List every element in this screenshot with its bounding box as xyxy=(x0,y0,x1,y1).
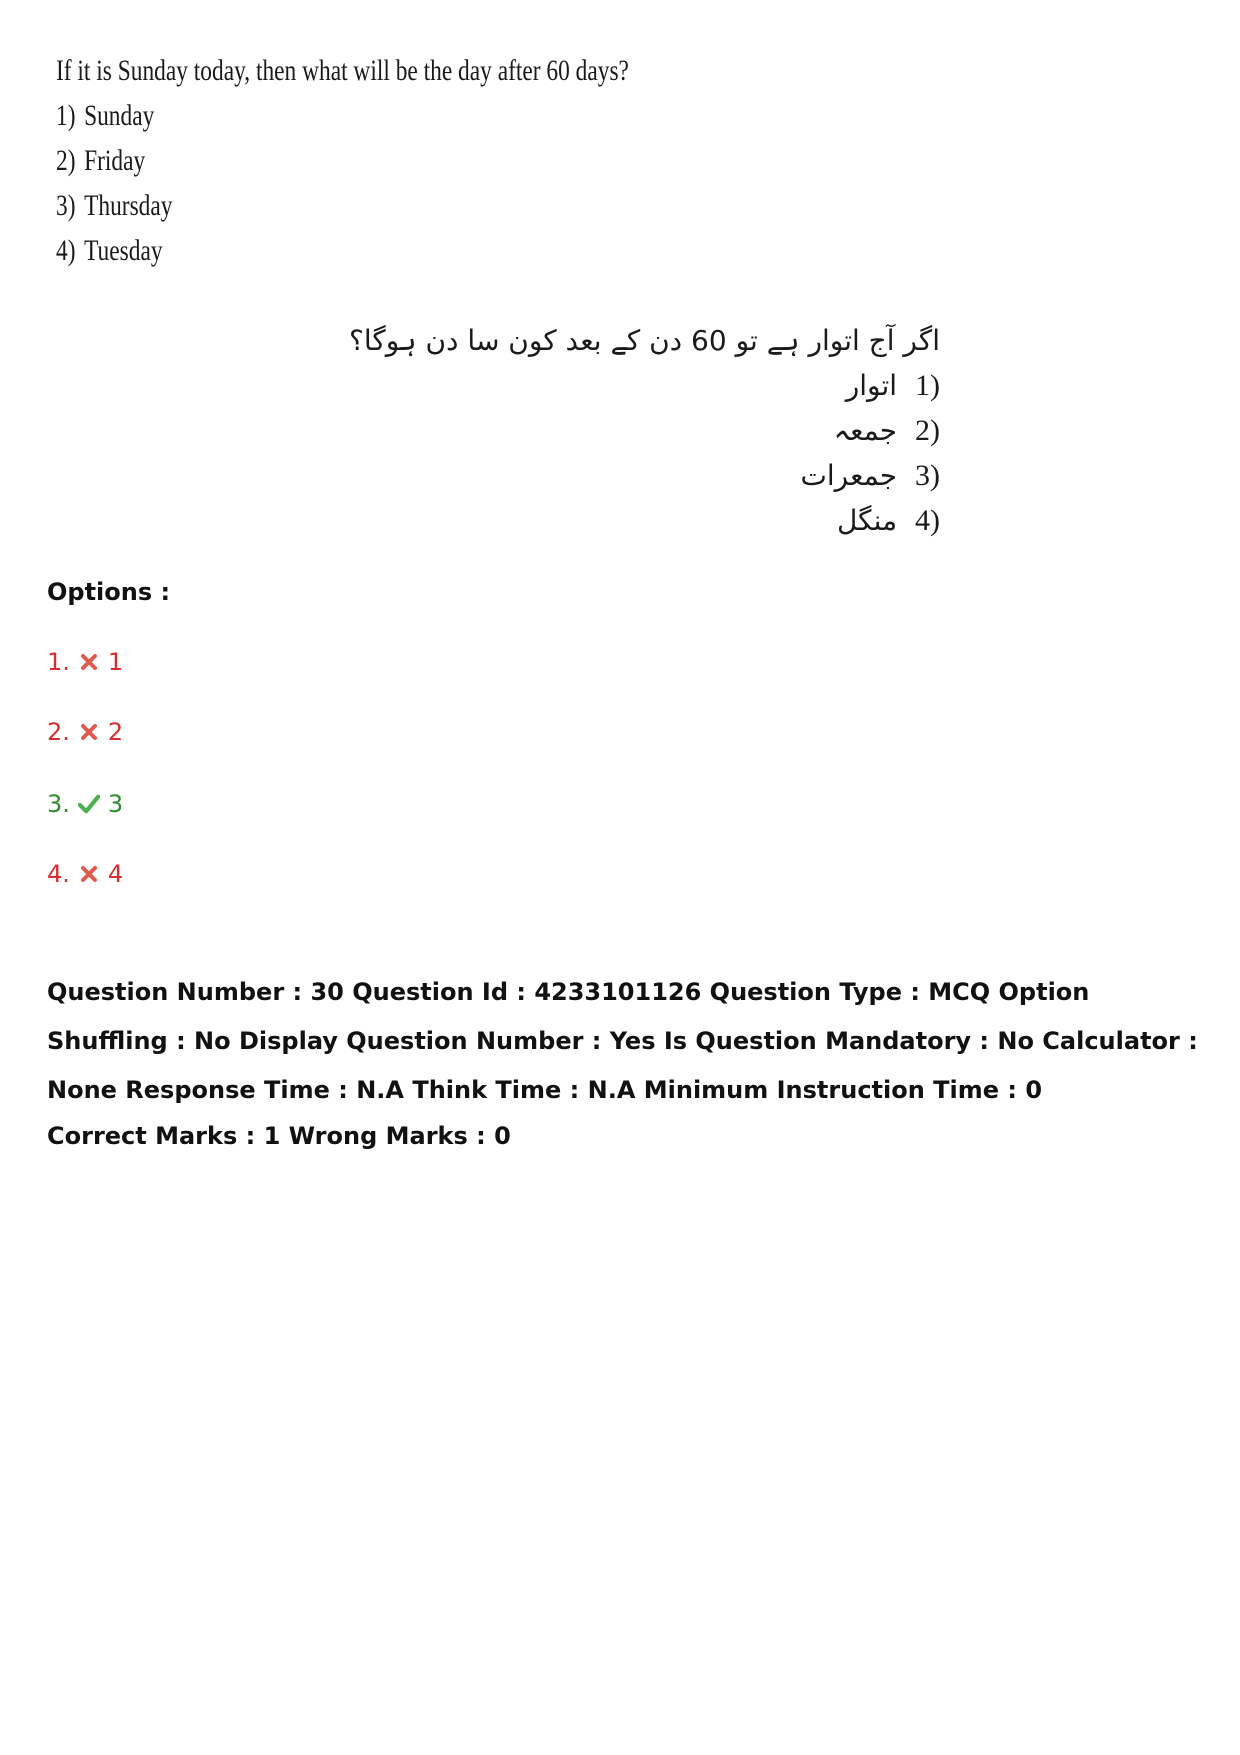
answer-option-index: 2. xyxy=(47,718,70,746)
question-english xyxy=(56,48,629,273)
marks-info: Correct Marks : 1 Wrong Marks : 0 xyxy=(47,1122,511,1150)
question-metadata: Question Number : 30 Question Id : 4233101126 Question Type : MCQ Option Shuffling : No Display Question Number : Yes Is Question Mandatory : No Calculator : None Response Time : N.A Think Time : N.A Minimum Instruction Time : 0 xyxy=(47,978,1198,1104)
answer-option-value: 2 xyxy=(107,718,124,746)
answer-option-3 xyxy=(47,790,123,818)
answer-option-value: 4 xyxy=(107,860,124,888)
urdu-option-3 xyxy=(349,453,940,498)
question-stem-urdu: اگر آج اتوار ہے تو 60 دن کے بعد کون سا دن ہوگا؟ xyxy=(348,324,940,357)
answer-option-index: 3. xyxy=(47,790,70,818)
english-option-text: Friday xyxy=(84,144,146,177)
urdu-option-number: (1 xyxy=(915,369,940,402)
answer-option-value: 3 xyxy=(107,790,124,818)
english-option-2 xyxy=(56,138,629,183)
english-option-3 xyxy=(56,183,629,228)
urdu-option-number: (4 xyxy=(915,504,940,537)
urdu-option-text: جمعہ xyxy=(833,414,898,447)
english-option-text: Sunday xyxy=(84,99,155,132)
urdu-option-text: منگل xyxy=(836,504,898,537)
answer-option-2 xyxy=(47,718,123,746)
urdu-option-text: جمعرات xyxy=(800,459,898,492)
answer-option-index: 4. xyxy=(47,860,70,888)
urdu-option-number: (2 xyxy=(915,414,940,447)
check-icon xyxy=(78,793,100,815)
english-option-number: 3) xyxy=(56,189,76,222)
answer-option-4 xyxy=(47,860,123,888)
english-option-4 xyxy=(56,228,629,273)
options-heading: Options : xyxy=(47,578,171,606)
answer-option-index: 1. xyxy=(47,648,70,676)
question-stem-english: If it is Sunday today, then what will be the day after 60 days? xyxy=(56,54,629,87)
question-urdu xyxy=(349,318,940,543)
urdu-option-2 xyxy=(349,408,940,453)
english-option-number: 1) xyxy=(56,99,76,132)
english-option-number: 4) xyxy=(56,234,76,267)
urdu-option-4 xyxy=(349,498,940,543)
cross-icon xyxy=(78,651,100,673)
english-option-number: 2) xyxy=(56,144,76,177)
english-option-text: Tuesday xyxy=(84,234,163,267)
urdu-option-1 xyxy=(349,363,940,408)
urdu-option-text: اتوار xyxy=(845,369,898,402)
english-option-1 xyxy=(56,93,629,138)
cross-icon xyxy=(78,863,100,885)
answer-option-value: 1 xyxy=(107,648,124,676)
cross-icon xyxy=(78,721,100,743)
urdu-option-number: (3 xyxy=(915,459,940,492)
answer-option-1 xyxy=(47,648,123,676)
english-option-text: Thursday xyxy=(84,189,173,222)
